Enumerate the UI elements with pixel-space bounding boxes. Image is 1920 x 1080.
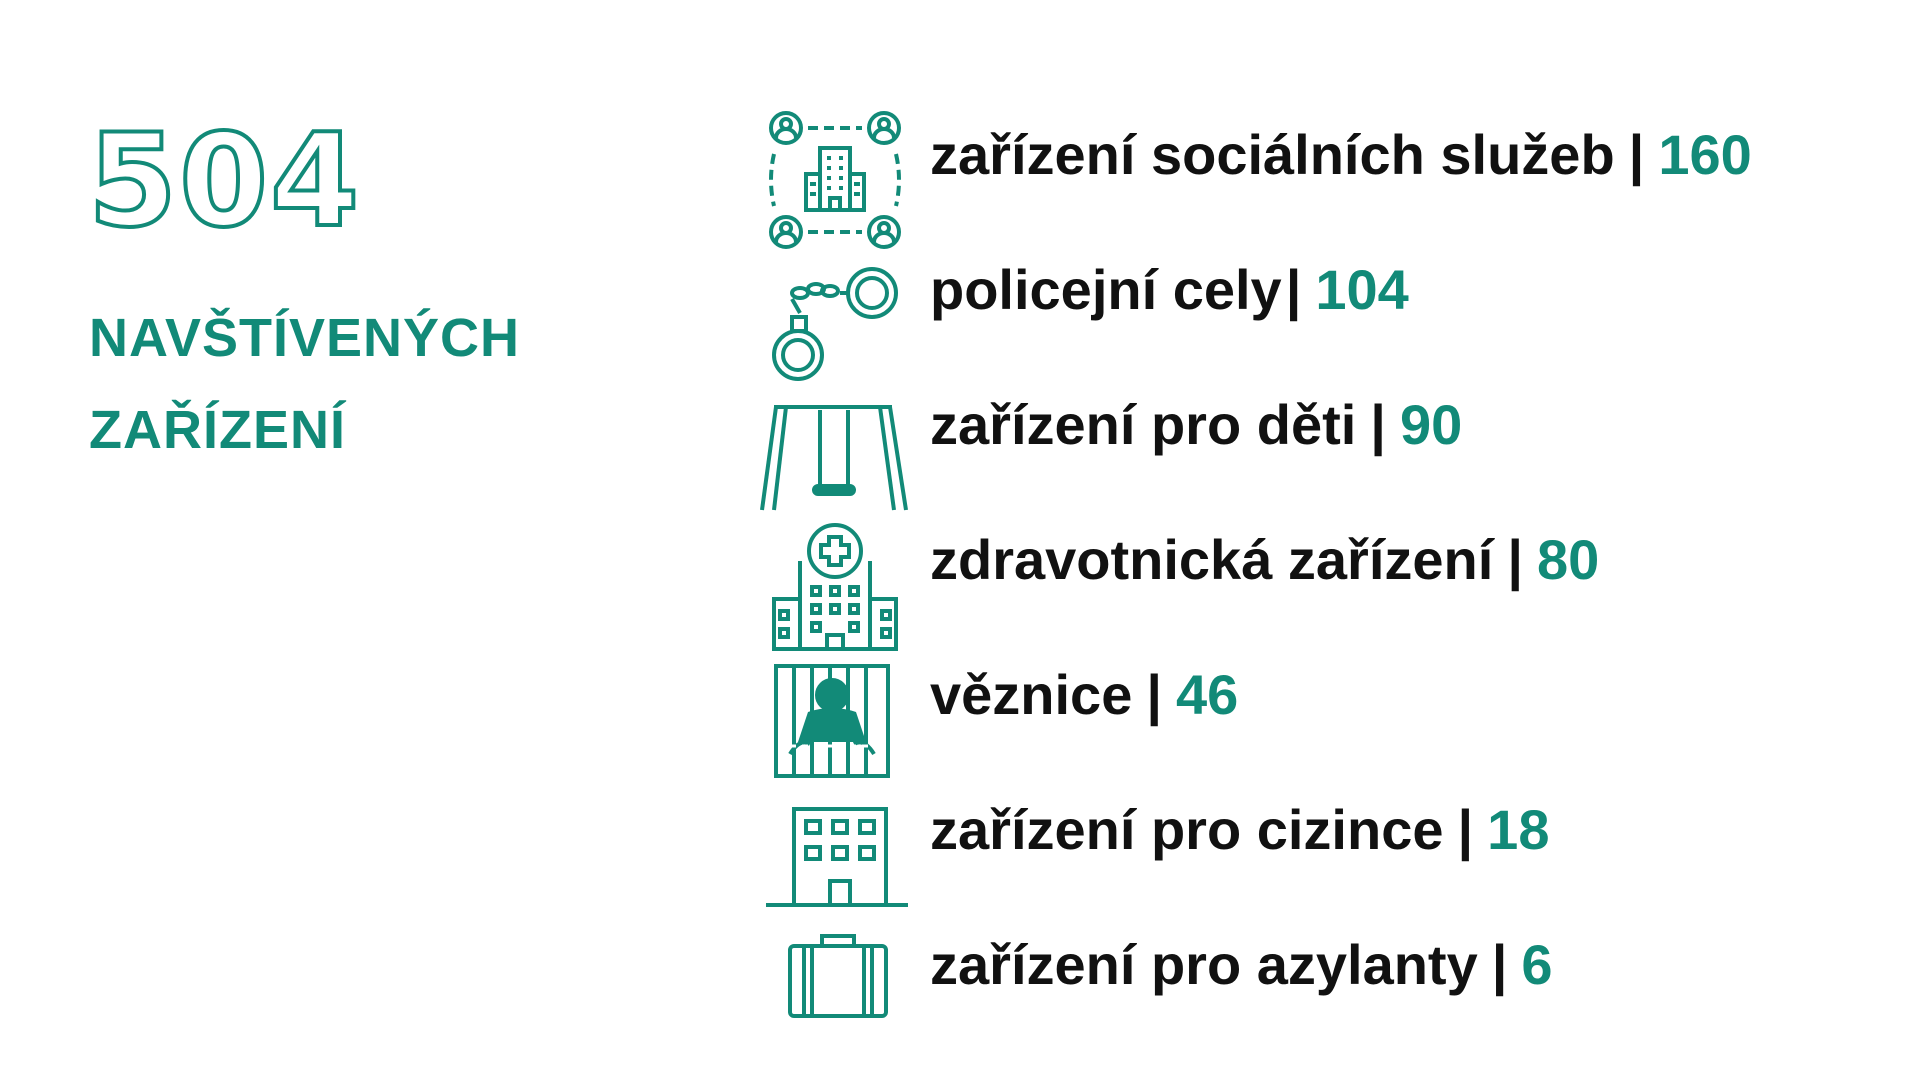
building-icon (760, 785, 910, 915)
item-label (930, 785, 1549, 875)
item-separator: | (1491, 933, 1508, 996)
suitcase-icon (760, 920, 910, 1050)
item-separator: | (1628, 123, 1645, 186)
item-name: policejní cely (930, 258, 1282, 321)
item-separator: | (1285, 258, 1302, 321)
item-separator: | (1146, 663, 1163, 726)
item-name: věznice (930, 663, 1133, 726)
item-separator: | (1370, 393, 1386, 456)
item-count: 18 (1487, 798, 1550, 861)
item-name: zařízení sociálních služeb (930, 123, 1615, 186)
item-label (930, 245, 1409, 335)
item-count: 90 (1399, 393, 1463, 456)
item-separator: | (1457, 798, 1474, 861)
list-item (760, 380, 1900, 500)
item-label (930, 515, 1599, 605)
list-item (760, 245, 1900, 365)
item-name: zařízení pro azylanty (930, 933, 1478, 996)
item-count: 104 (1315, 258, 1409, 321)
item-count: 160 (1658, 123, 1752, 186)
social-services-icon (760, 110, 910, 240)
total-caption-line1: NAVŠTÍVENÝCH (89, 308, 521, 368)
item-name: zařízení pro cizince (930, 798, 1444, 861)
list-item (760, 110, 1900, 230)
item-name: zařízení pro děti (930, 393, 1357, 456)
item-label (930, 110, 1752, 200)
item-count: 46 (1176, 663, 1239, 726)
hospital-icon (760, 515, 910, 645)
list-item (760, 920, 1900, 1040)
list-item (760, 515, 1900, 635)
item-label (930, 920, 1553, 1010)
item-count: 6 (1521, 933, 1553, 996)
item-separator: | (1507, 528, 1523, 591)
total-caption (89, 292, 520, 476)
item-label (930, 380, 1462, 470)
item-label (930, 650, 1238, 740)
swing-icon (760, 380, 910, 510)
item-name: zdravotnická zařízení (930, 528, 1494, 591)
item-count: 80 (1536, 528, 1600, 591)
total-caption-line2: ZAŘÍZENÍ (89, 400, 346, 460)
handcuffs-icon (760, 245, 910, 375)
list-item (760, 650, 1900, 770)
total-count: 504 (88, 107, 362, 256)
list-item (760, 785, 1900, 905)
prisoner-icon (760, 650, 910, 780)
